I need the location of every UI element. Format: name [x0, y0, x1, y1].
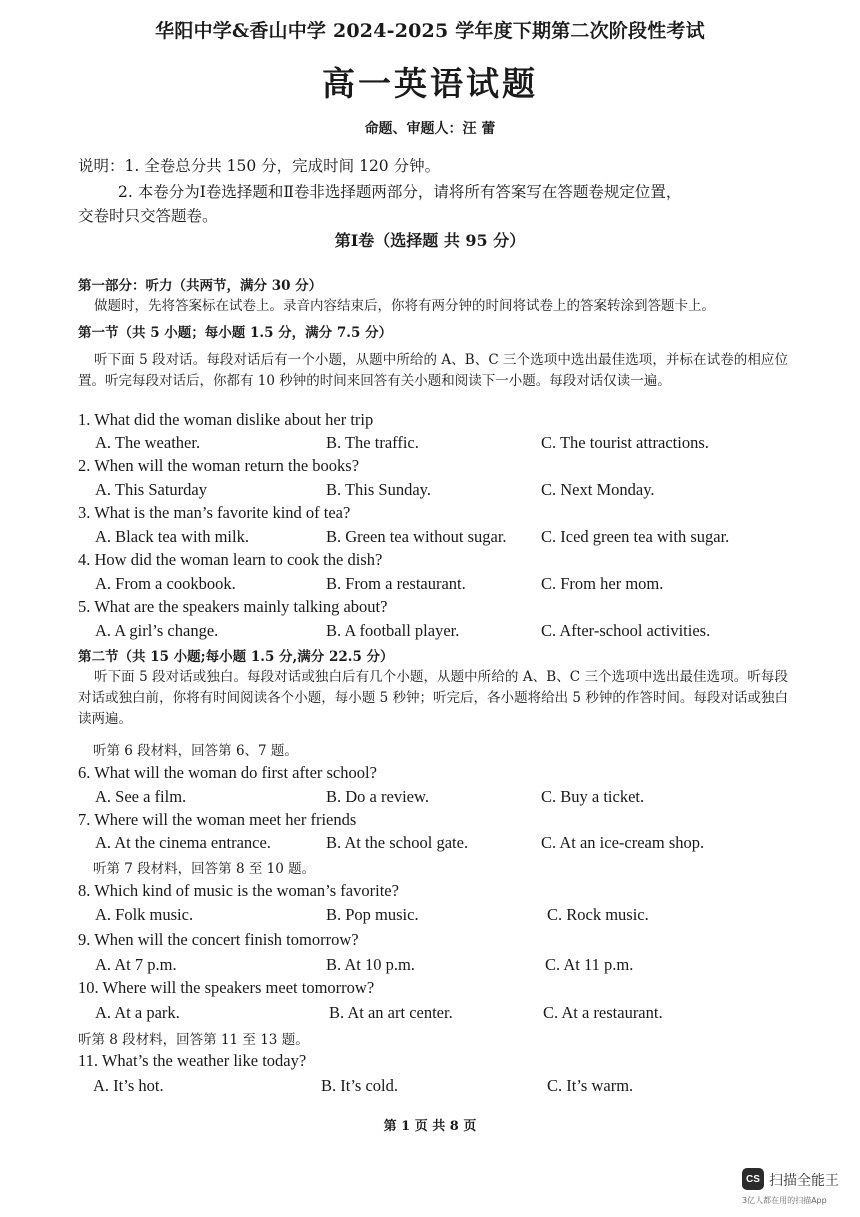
part-1-instruction: 做题时，先将答案标在试卷上。录音内容结束后，你将有两分钟的时间将试卷上的答案转涂到答题卡上。 — [94, 298, 715, 314]
question-5-option-a: A. A girl’s change. — [95, 621, 219, 640]
question-9-stem: 9. When will the concert finish tomorrow? — [78, 930, 359, 949]
question-9-option-a: A. At 7 p.m. — [95, 955, 177, 974]
material-6-note: 听第 6 段材料，回答第 6、7 题。 — [93, 743, 298, 759]
question-10-option-c: C. At a restaurant. — [543, 1003, 663, 1022]
note-line-3: 交卷时只交答题卷。 — [78, 207, 218, 225]
question-5-option-c: C. After-school activities. — [541, 621, 711, 640]
question-9-option-b: B. At 10 p.m. — [326, 955, 415, 974]
question-11-option-c: C. It’s warm. — [547, 1076, 634, 1095]
question-7-option-c: C. At an ice-cream shop. — [541, 833, 705, 852]
question-3-option-c: C. Iced green tea with sugar. — [541, 527, 730, 546]
question-2-option-a: A. This Saturday — [95, 480, 207, 499]
section-1-instruction: 听下面 5 段对话。每段对话后有一个小题，从题中所给的 A、B、C 三个选项中选出最佳选项，并标在试卷的相应位置。听完每段对话后，你都有 10 秒钟的时间来回答有关小题和阅读下一小题。每段对话仅读一遍。 — [78, 352, 788, 389]
question-8-option-c: C. Rock music. — [547, 905, 649, 924]
material-7-note: 听第 7 段材料，回答第 8 至 10 题。 — [93, 861, 316, 877]
question-11-option-b: B. It’s cold. — [321, 1076, 398, 1095]
question-1-option-a: A. The weather. — [95, 433, 201, 452]
question-5-option-b: B. A football player. — [326, 621, 460, 640]
setters-line: 命题、审题人：汪 蕾 — [364, 121, 496, 137]
question-1-option-c: C. The tourist attractions. — [541, 433, 709, 452]
section-2-instruction: 听下面 5 段对话或独白。每段对话或独白后有几个小题，从题中所给的 A、B、C 三个选项中选出最佳选项。听每段对话或独白前，你将有时间阅读各个小题，每小题 5 秒钟；听完后，各小题将给出 5 秒钟的作答时间。每段对话或独白读两遍。 — [78, 669, 788, 727]
question-6-stem: 6. What will the woman do first after school? — [78, 763, 377, 782]
question-11-stem: 11. What’s the weather like today? — [78, 1051, 307, 1070]
question-4-option-c: C. From her mom. — [541, 574, 664, 593]
question-2-stem: 2. When will the woman return the books? — [78, 456, 360, 475]
section-2-heading: 第二节（共 15 小题;每小题 1.5 分,满分 22.5 分） — [78, 649, 394, 665]
question-4-stem: 4. How did the woman learn to cook the dish? — [78, 550, 383, 569]
question-7-stem: 7. Where will the woman meet her friends — [78, 810, 357, 829]
question-8-option-a: A. Folk music. — [95, 905, 194, 924]
watermark-tagline: 3亿人都在用的扫描App — [742, 1196, 827, 1205]
material-8-note: 听第 8 段材料，回答第 11 至 13 题。 — [78, 1032, 309, 1048]
question-1-option-b: B. The traffic. — [326, 433, 419, 452]
question-7-option-b: B. At the school gate. — [326, 833, 469, 852]
question-3-stem: 3. What is the man’s favorite kind of tea? — [78, 503, 351, 522]
watermark-app-name: 扫描全能王 — [769, 1173, 839, 1189]
question-6-option-b: B. Do a review. — [326, 787, 429, 806]
page-number: 第 1 页 共 8 页 — [383, 1119, 477, 1134]
question-4-option-a: A. From a cookbook. — [95, 574, 236, 593]
section-1-heading: 第一节（共 5 小题；每小题 1.5 分，满分 7.5 分） — [78, 325, 393, 341]
question-6-option-a: A. See a film. — [95, 787, 187, 806]
question-10-option-b: B. At an art center. — [329, 1003, 453, 1022]
question-2-option-c: C. Next Monday. — [541, 480, 655, 499]
question-6-option-c: C. Buy a ticket. — [541, 787, 645, 806]
question-11-option-a: A. It’s hot. — [93, 1076, 164, 1095]
question-5-stem: 5. What are the speakers mainly talking about? — [78, 597, 388, 616]
question-10-option-a: A. At a park. — [95, 1003, 180, 1022]
exam-subject-title: 高一英语试题 — [322, 64, 538, 103]
school-exam-title: 华阳中学&香山中学 2024-2025 学年度下期第二次阶段性考试 — [155, 20, 705, 42]
question-4-option-b: B. From a restaurant. — [326, 574, 466, 593]
volume-1-title: 第Ⅰ卷（选择题 共 95 分） — [334, 231, 526, 250]
question-2-option-b: B. This Sunday. — [326, 480, 431, 499]
question-10-stem: 10. Where will the speakers meet tomorrow? — [78, 978, 375, 997]
part-1-heading: 第一部分：听力（共两节，满分 30 分） — [78, 278, 323, 294]
camscanner-logo-icon: CS — [742, 1168, 764, 1190]
question-3-option-b: B. Green tea without sugar. — [326, 527, 507, 546]
question-3-option-a: A. Black tea with milk. — [95, 527, 249, 546]
question-8-option-b: B. Pop music. — [326, 905, 419, 924]
question-7-option-a: A. At the cinema entrance. — [95, 833, 271, 852]
note-line-2: 2. 本卷分为Ⅰ卷选择题和Ⅱ卷非选择题两部分，请将所有答案写在答题卷规定位置， — [118, 183, 682, 201]
question-8-stem: 8. Which kind of music is the woman’s favorite? — [78, 881, 399, 900]
question-1-stem: 1. What did the woman dislike about her trip — [78, 410, 374, 429]
note-line-1: 说明：1. 全卷总分共 150 分，完成时间 120 分钟。 — [78, 157, 441, 175]
question-9-option-c: C. At 11 p.m. — [545, 955, 634, 974]
